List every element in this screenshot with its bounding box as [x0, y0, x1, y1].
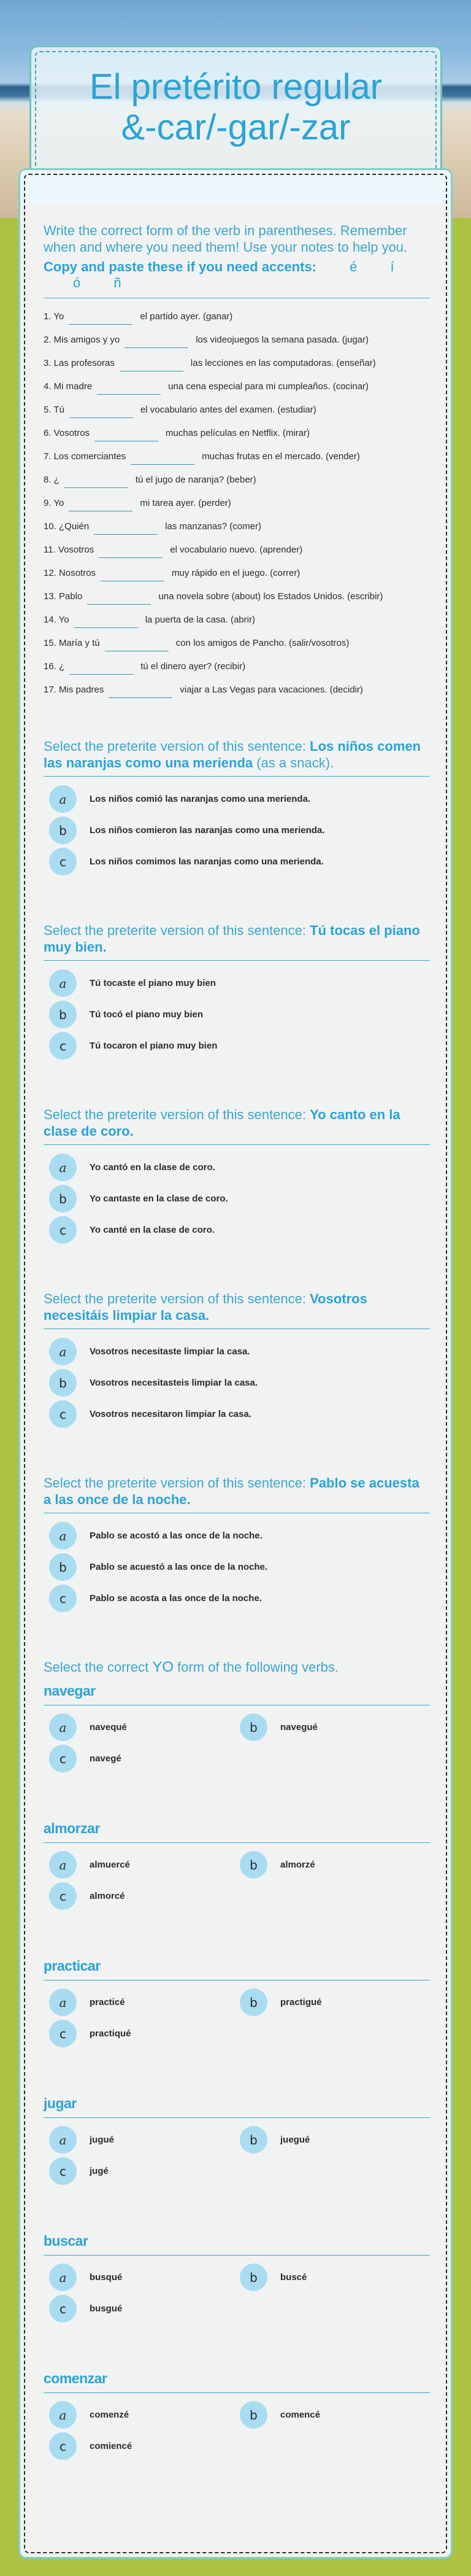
item-lead-text: 3. Las profesoras [44, 358, 115, 368]
answer-option[interactable] [44, 1152, 430, 1183]
option-text: comenzé [90, 2410, 129, 2420]
option-letter-badge: c [49, 1585, 77, 1612]
multiple-choice-question [44, 1106, 430, 1290]
answer-option[interactable] [44, 1987, 234, 2018]
yo-section-heading [44, 1659, 430, 1675]
option-letter-badge: c [49, 1882, 77, 1910]
fill-in-item [44, 634, 430, 653]
option-text: Vosotros necesitaste limpiar la casa. [90, 1346, 250, 1357]
option-letter-badge: b [240, 2264, 267, 2291]
accents-label: Copy and paste these if you need accents: [44, 259, 317, 274]
answer-option[interactable] [44, 1520, 430, 1551]
option-text: Pablo se acostó a las once de la noche. [90, 1530, 262, 1541]
prompt-text: Select the preterite version of this sentence: [44, 923, 307, 938]
option-letter-badge: a [49, 2401, 77, 2429]
item-rest-text: viajar a Las Vegas para vacaciones. (decidir) [180, 685, 363, 695]
option-letter-badge: a [49, 1988, 77, 2016]
option-text: Vosotros necesitasteis limpiar la casa. [90, 1378, 258, 1388]
option-letter-badge: b [49, 1185, 77, 1212]
answer-blank-input[interactable] [87, 604, 151, 605]
verb-name: navegar [44, 1683, 96, 1699]
option-letter-badge: b [240, 1851, 267, 1879]
prompt-tail: (as a snack). [253, 755, 334, 770]
option-letter-badge: b [49, 1553, 77, 1581]
answer-option[interactable] [234, 1712, 425, 1743]
answer-option[interactable] [44, 1399, 430, 1430]
option-text: buscé [280, 2272, 307, 2283]
option-letter-badge: b [49, 1369, 77, 1397]
item-rest-text: tú el dinero ayer? (recibir) [140, 661, 246, 672]
answer-option[interactable] [44, 2431, 234, 2462]
item-rest-text: el vocabulario nuevo. (aprender) [170, 545, 303, 555]
answer-blank-input[interactable] [69, 324, 132, 325]
fill-in-item [44, 588, 430, 606]
item-rest-text: muy rápido en el juego. (correr) [172, 568, 301, 578]
card-top-band [20, 170, 451, 204]
answer-option[interactable] [234, 2262, 425, 2293]
fill-in-item [44, 354, 430, 373]
option-text: juegué [280, 2135, 310, 2145]
option-text: comencé [280, 2410, 321, 2420]
option-letter-badge: c [49, 2432, 77, 2460]
option-letter-badge: b [240, 1713, 267, 1741]
fill-in-item [44, 658, 430, 676]
item-rest-text: con los amigos de Pancho. (salir/vosotros) [175, 638, 350, 648]
options-grid [44, 2399, 430, 2462]
fill-in-list [44, 308, 430, 699]
option-letter-badge: b [49, 817, 77, 844]
answer-option[interactable] [44, 2293, 234, 2324]
prompt-text: Select the preterite version of this sentence: [44, 739, 307, 754]
divider [44, 776, 430, 777]
item-rest-text: el partido ayer. (ganar) [140, 311, 233, 322]
item-lead-text: 16. ¿ [44, 661, 65, 672]
title-line: El pretérito regular [89, 67, 383, 107]
option-text: jugé [90, 2166, 109, 2176]
prompt-text: Select the preterite version of this sentence: [44, 1475, 307, 1491]
item-lead-text: 10. ¿Quién [44, 521, 90, 532]
heading-text: Select the correct [44, 1659, 153, 1675]
item-lead-text: 14. Yo [44, 615, 69, 625]
option-text: practiqué [90, 2028, 131, 2039]
option-letter-badge: a [49, 1713, 77, 1741]
answer-option[interactable] [44, 846, 430, 877]
question-prompt [44, 1290, 430, 1324]
divider [44, 2392, 430, 2393]
multiple-choice-question [44, 1475, 430, 1659]
answer-blank-input[interactable] [124, 347, 188, 348]
option-letter-badge: a [49, 1522, 77, 1550]
answer-option[interactable] [44, 1551, 430, 1583]
option-text: Yo cantaste en la clase de coro. [90, 1193, 228, 1204]
answer-option[interactable] [44, 1743, 234, 1774]
answer-option[interactable] [44, 1030, 430, 1061]
item-lead-text: 17. Mis padres [44, 685, 104, 695]
option-letter-badge: a [49, 1154, 77, 1181]
option-text: practigué [280, 1997, 322, 2008]
answer-blank-input[interactable] [69, 417, 133, 418]
options-grid [44, 2262, 430, 2324]
option-letter-badge: c [49, 2157, 77, 2185]
option-text: Los niños comió las naranjas como una merienda. [90, 794, 311, 804]
answer-option[interactable] [234, 2124, 425, 2155]
item-lead-text: 11. Vosotros [44, 545, 94, 555]
fill-in-item [44, 494, 430, 513]
option-letter-badge: b [240, 2401, 267, 2429]
answer-option[interactable] [44, 1712, 234, 1743]
item-lead-text: 12. Nosotros [44, 568, 96, 578]
item-rest-text: tú el jugo de naranja? (beber) [135, 475, 256, 485]
option-text: almorcé [90, 1891, 125, 1901]
verb-question-list [44, 1682, 430, 2507]
multiple-choice-question [44, 922, 430, 1106]
prompt-sentence: Tú tocas el piano muy bien. [44, 923, 420, 955]
option-letter-badge: c [49, 2295, 77, 2322]
accent-char[interactable]: é [350, 259, 358, 274]
option-text: jugué [90, 2135, 114, 2145]
answer-option[interactable] [234, 1987, 425, 2018]
fill-in-item [44, 564, 430, 583]
item-rest-text: mi tarea ayer. (perder) [140, 498, 231, 508]
answer-option[interactable] [44, 2018, 234, 2049]
fill-in-item [44, 331, 430, 349]
item-rest-text: muchas películas en Netflix. (mirar) [166, 428, 310, 438]
verb-question [44, 2369, 430, 2507]
accent-char[interactable]: ñ [113, 275, 121, 290]
item-lead-text: 15. María y tú [44, 638, 100, 648]
item-lead-text: 4. Mi madre [44, 381, 93, 392]
question-prompt [44, 1106, 430, 1139]
answer-blank-input[interactable] [109, 697, 172, 698]
option-text: almuercé [90, 1860, 130, 1870]
option-text: Tú tocaste el piano muy bien [90, 978, 216, 988]
option-text: navequé [90, 1722, 127, 1732]
fill-in-item [44, 401, 430, 419]
answer-blank-input[interactable] [97, 394, 161, 395]
item-rest-text: una novela sobre (about) los Estados Unidos. (escribir) [158, 591, 383, 602]
answer-option[interactable] [44, 1183, 430, 1214]
option-text: Vosotros necesitaron limpiar la casa. [90, 1409, 251, 1419]
option-text: Yo cantó en la clase de coro. [90, 1162, 215, 1173]
option-letter-badge: c [49, 1216, 77, 1244]
answer-option[interactable] [44, 2155, 234, 2187]
options-grid [44, 1987, 430, 2049]
instructions: Write the correct form of the verb in parentheses. Remember when and where you need them! Use your notes to help you. [44, 223, 408, 255]
answer-option[interactable] [44, 2262, 234, 2293]
answer-option[interactable] [44, 1214, 430, 1246]
option-text: practicé [90, 1997, 125, 2008]
fill-in-item [44, 448, 430, 466]
answer-option[interactable] [234, 1849, 425, 1880]
answer-option[interactable] [234, 2399, 425, 2431]
answer-option[interactable] [44, 783, 430, 815]
fill-in-item [44, 471, 430, 489]
fill-in-item [44, 518, 430, 536]
divider [44, 960, 430, 961]
answer-option[interactable] [44, 999, 430, 1030]
option-text: Tú tocaron el piano muy bien [90, 1041, 218, 1051]
option-text: busqué [90, 2272, 123, 2283]
item-rest-text: una cena especial para mi cumpleaños. (cocinar) [168, 381, 369, 392]
item-rest-text: las manzanas? (comer) [165, 521, 261, 532]
verb-name: almorzar [44, 1820, 100, 1836]
accents-line [44, 259, 430, 291]
heading-emphasis: YO [152, 1659, 174, 1675]
answer-option[interactable] [44, 1583, 430, 1614]
accent-char[interactable]: ó [73, 275, 81, 290]
item-rest-text: muchas frutas en el mercado. (vender) [202, 451, 360, 462]
option-letter-badge: a [49, 785, 77, 813]
multiple-choice-question [44, 1290, 430, 1475]
fill-in-item [44, 541, 430, 559]
answer-blank-input[interactable] [69, 674, 133, 675]
page-title [31, 67, 440, 148]
item-lead-text: 1. Yo [44, 311, 64, 322]
fill-in-item [44, 681, 430, 699]
item-rest-text: el vocabulario antes del examen. (estudiar) [140, 405, 316, 415]
answer-option[interactable] [44, 968, 430, 999]
item-lead-text: 13. Pablo [44, 591, 83, 602]
fill-in-item [44, 424, 430, 443]
option-letter-badge: a [49, 2126, 77, 2154]
verb-question [44, 1957, 430, 2094]
verb-name: jugar [44, 2095, 77, 2111]
divider [44, 2117, 430, 2118]
option-letter-badge: b [240, 2126, 267, 2154]
question-prompt [44, 922, 430, 955]
accent-char[interactable]: í [390, 259, 394, 274]
item-lead-text: 9. Yo [44, 498, 64, 508]
answer-blank-input[interactable] [74, 627, 138, 628]
verb-name: practicar [44, 1958, 101, 1974]
fill-in-item [44, 308, 430, 326]
prompt-sentence: Vosotros necesitáis limpiar la casa. [44, 1291, 367, 1323]
answer-blank-input[interactable] [131, 464, 194, 465]
heading-text: form of the following verbs. [174, 1659, 339, 1675]
prompt-text: Select the preterite version of this sentence: [44, 1291, 307, 1306]
prompt-sentence: Yo canto en la clase de coro. [44, 1107, 400, 1139]
option-text: Pablo se acosta a las once de la noche. [90, 1593, 262, 1604]
option-text: navegé [90, 1753, 121, 1764]
option-letter-badge: c [49, 848, 77, 875]
answer-option[interactable] [44, 1849, 234, 1880]
answer-blank-input[interactable] [94, 534, 158, 535]
answer-blank-input[interactable] [64, 487, 128, 488]
option-text: almorzé [280, 1860, 315, 1870]
option-letter-badge: a [49, 1338, 77, 1365]
answer-option[interactable] [44, 2399, 234, 2431]
multiple-choice-list [44, 738, 430, 1659]
divider [44, 2255, 430, 2256]
option-letter-badge: c [49, 1032, 77, 1060]
item-lead-text: 8. ¿ [44, 475, 59, 485]
multiple-choice-question [44, 738, 430, 922]
item-rest-text: la puerta de la casa. (abrir) [145, 615, 255, 625]
option-letter-badge: a [49, 969, 77, 997]
answer-option[interactable] [44, 815, 430, 846]
worksheet-card [20, 170, 451, 2557]
verb-question [44, 1682, 430, 1819]
option-text: navegué [280, 1722, 318, 1732]
item-lead-text: 5. Tú [44, 405, 64, 415]
title-line: &-car/-gar/-zar [121, 107, 351, 147]
option-letter-badge: a [49, 1851, 77, 1879]
verb-name: comenzar [44, 2370, 107, 2386]
options-grid [44, 2124, 430, 2187]
title-card [31, 47, 440, 188]
verb-question [44, 2094, 430, 2232]
option-letter-badge: b [240, 1988, 267, 2016]
item-rest-text: las lecciones en las computadoras. (enseñar) [190, 358, 376, 368]
answer-option[interactable] [44, 1880, 234, 1912]
option-text: busgué [90, 2303, 123, 2314]
divider [44, 1842, 430, 1843]
item-lead-text: 2. Mis amigos y yo [44, 335, 120, 345]
prompt-text: Select the preterite version of this sentence: [44, 1107, 307, 1122]
answer-option[interactable] [44, 2124, 234, 2155]
verb-question [44, 2232, 430, 2369]
option-letter-badge: a [49, 2264, 77, 2291]
item-lead-text: 7. Los comerciantes [44, 451, 126, 462]
fill-in-item [44, 611, 430, 629]
option-text: Yo canté en la clase de coro. [90, 1225, 215, 1235]
prompt-sentence: Los niños comen las naranjas como una merienda [44, 739, 421, 770]
option-text: Los niños comieron las naranjas como una merienda. [90, 825, 325, 836]
options-grid [44, 1712, 430, 1774]
worksheet-content [44, 222, 430, 2507]
option-letter-badge: c [49, 1745, 77, 1772]
question-prompt [44, 738, 430, 771]
item-lead-text: 6. Vosotros [44, 428, 90, 438]
option-letter-badge: c [49, 1400, 77, 1428]
option-text: Los niños comimos las naranjas como una merienda. [90, 856, 324, 867]
option-letter-badge: c [49, 2020, 77, 2047]
verb-question [44, 1819, 430, 1957]
question-prompt [44, 1475, 430, 1508]
item-rest-text: los videojuegos la semana pasada. (jugar) [196, 335, 369, 345]
prompt-sentence: Pablo se acuesta a las once de la noche. [44, 1475, 419, 1507]
divider [44, 1144, 430, 1145]
answer-blank-input[interactable] [99, 557, 163, 558]
option-letter-badge: b [49, 1001, 77, 1028]
answer-option[interactable] [44, 1367, 430, 1399]
verb-name: buscar [44, 2233, 88, 2249]
option-text: Tú tocó el piano muy bien [90, 1009, 204, 1020]
options-grid [44, 1849, 430, 1912]
answer-option[interactable] [44, 1336, 430, 1367]
fill-in-item [44, 378, 430, 396]
option-text: comiencé [90, 2441, 132, 2451]
option-text: Pablo se acuestó a las once de la noche. [90, 1562, 268, 1572]
